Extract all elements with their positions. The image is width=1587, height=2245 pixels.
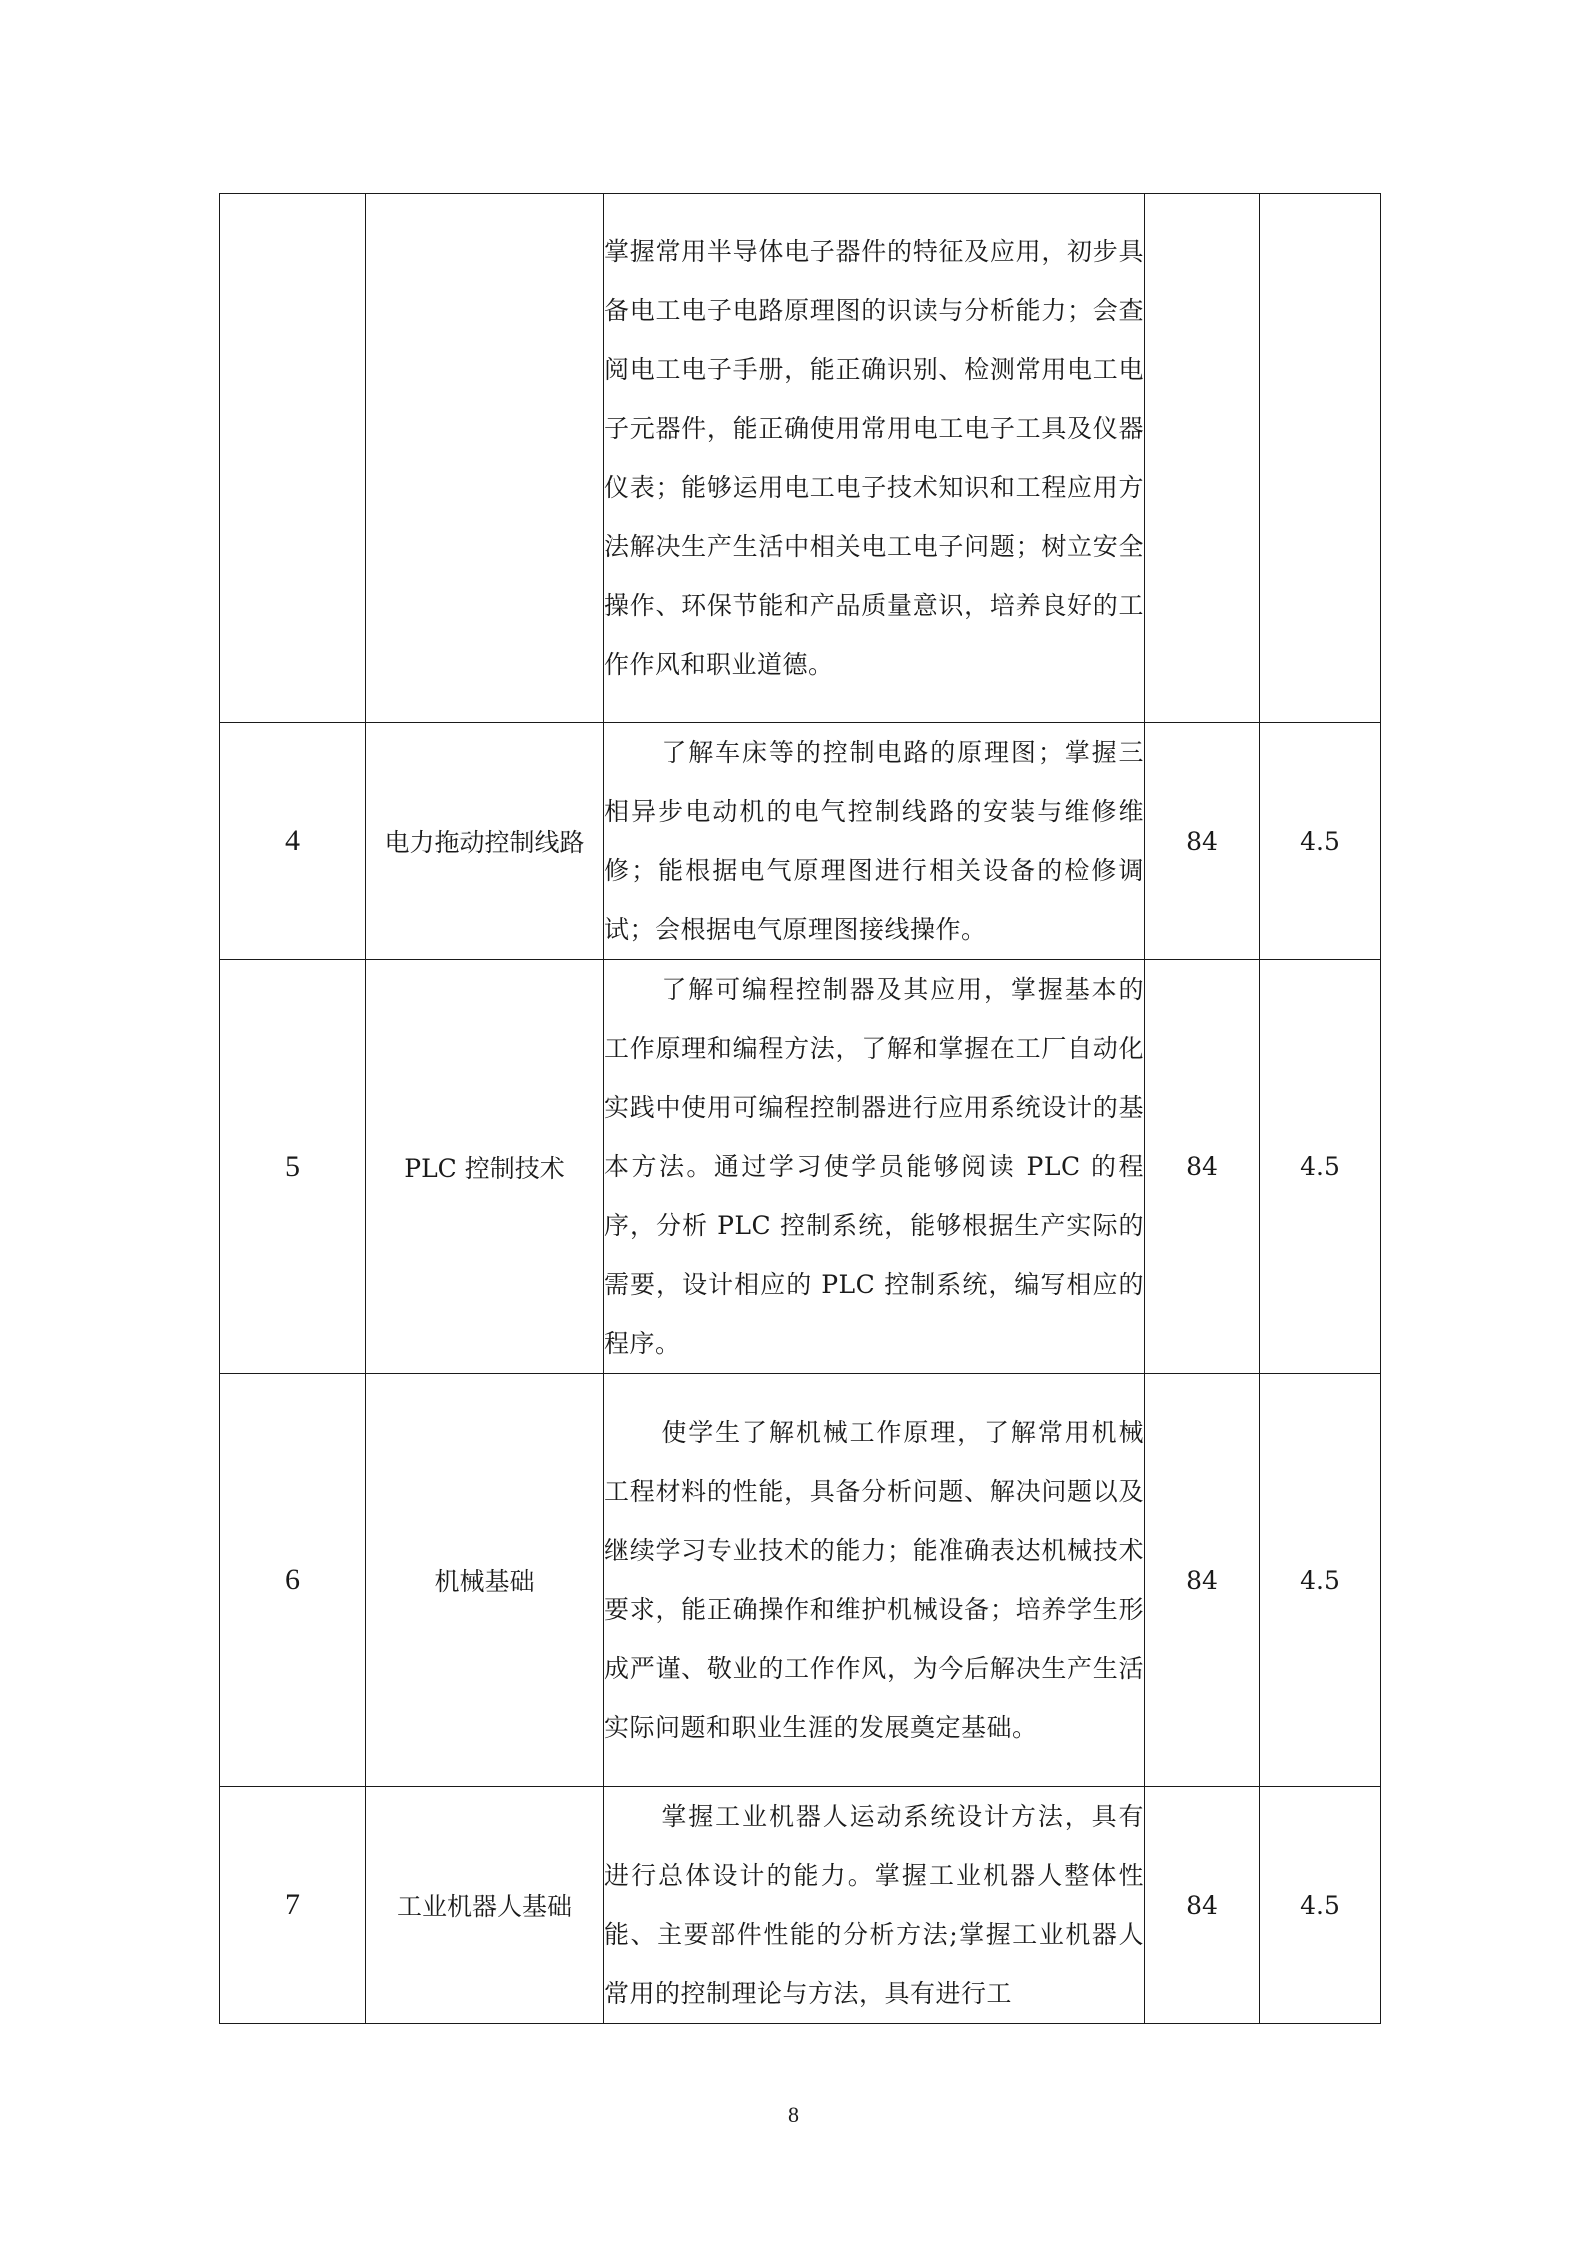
course-number: 7 (220, 1787, 366, 2024)
course-credits: 4.5 (1260, 1374, 1381, 1787)
table-row (220, 1787, 1381, 2024)
course-name: 工业机器人基础 (366, 1787, 604, 2024)
table-row (220, 194, 1381, 723)
course-credits: 4.5 (1260, 1787, 1381, 2024)
page-number: 8 (788, 2102, 799, 2127)
table-row (220, 960, 1381, 1374)
course-number: 6 (220, 1374, 366, 1787)
course-credits: 4.5 (1260, 960, 1381, 1374)
course-description-text: 了解车床等的控制电路的原理图；掌握三相异步电动机的电气控制线路的安装与维修维修；能根据电气原理图进行相关设备的检修调试；会根据电气原理图接线操作。 (604, 738, 1144, 944)
course-number: 4 (220, 723, 366, 960)
course-credits (1260, 194, 1381, 723)
table-row (220, 723, 1381, 960)
course-description-text: 使学生了解机械工作原理，了解常用机械工程材料的性能，具备分析问题、解决问题以及继续学习专业技术的能力；能准确表达机械技术要求，能正确操作和维护机械设备；培养学生形成严谨、敬业的工作作风，为今后解决生产生活实际问题和职业生涯的发展奠定基础。 (604, 1418, 1144, 1742)
course-name (366, 194, 604, 723)
course-description (604, 723, 1145, 960)
course-number: 5 (220, 960, 366, 1374)
course-name: 机械基础 (366, 1374, 604, 1787)
course-description (604, 1787, 1145, 2024)
course-credits: 4.5 (1260, 723, 1381, 960)
table-row (220, 1374, 1381, 1787)
course-description: 掌握常用半导体电子器件的特征及应用，初步具备电工电子电路原理图的识读与分析能力；会查阅电工电子手册，能正确识别、检测常用电工电子元器件，能正确使用常用电工电子工具及仪器仪表；能够运用电工电子技术知识和工程应用方法解决生产生活中相关电工电子问题；树立安全操作、环保节能和产品质量意识，培养良好的工作作风和职业道德。 (604, 194, 1145, 723)
course-hours (1145, 194, 1260, 723)
course-hours: 84 (1145, 960, 1260, 1374)
course-description (604, 1374, 1145, 1787)
course-hours: 84 (1145, 1374, 1260, 1787)
course-description-text: 掌握工业机器人运动系统设计方法，具有进行总体设计的能力。掌握工业机器人整体性能、主要部件性能的分析方法;掌握工业机器人常用的控制理论与方法，具有进行工 (604, 1802, 1144, 2008)
course-number (220, 194, 366, 723)
course-description (604, 960, 1145, 1374)
course-name: 电力拖动控制线路 (366, 723, 604, 960)
course-name: PLC 控制技术 (366, 960, 604, 1374)
course-description-text: 了解可编程控制器及其应用，掌握基本的工作原理和编程方法，了解和掌握在工厂自动化实践中使用可编程控制器进行应用系统设计的基本方法。通过学习使学员能够阅读 PLC 的程序，分析 PLC 控制系统，能够根据生产实际的需要，设计相应的 PLC 控制系统，编写相应的程序。 (604, 975, 1144, 1358)
course-table (219, 193, 1381, 2024)
course-hours: 84 (1145, 723, 1260, 960)
course-hours: 84 (1145, 1787, 1260, 2024)
